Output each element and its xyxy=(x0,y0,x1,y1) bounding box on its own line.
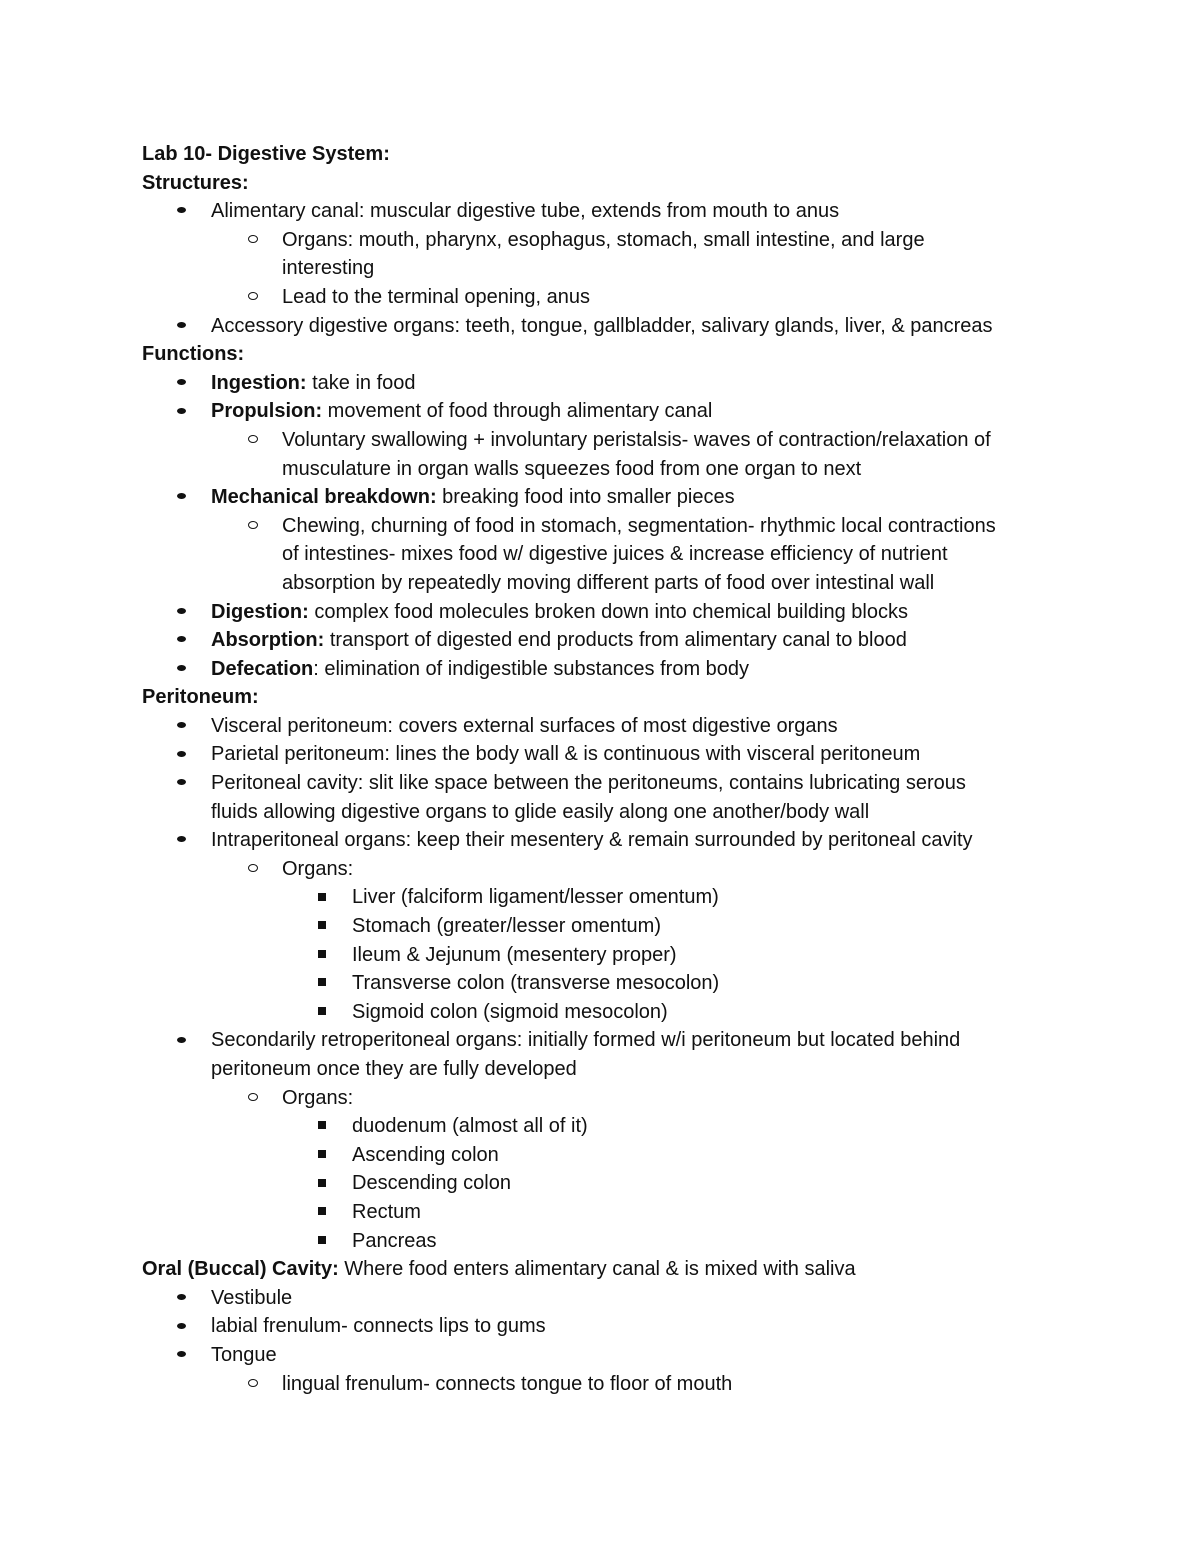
list-item xyxy=(142,1312,1142,1341)
list-item xyxy=(142,998,1142,1027)
item-text-continued: absorption by repeatedly moving different parts of food over intestinal wall xyxy=(282,571,935,594)
bullet-disc-icon xyxy=(171,1341,191,1370)
item-text: transport of digested end products from alimentary canal to blood xyxy=(324,629,907,652)
bullet-square-icon xyxy=(312,912,332,941)
item-text: Vestibule xyxy=(211,1286,293,1309)
item-text: Voluntary swallowing + involuntary peristalsis- waves of contraction/relaxation of xyxy=(282,428,991,451)
list-item xyxy=(142,712,1142,741)
bullet-square-icon xyxy=(312,1227,332,1256)
item-text: Sigmoid colon (sigmoid mesocolon) xyxy=(352,1000,668,1023)
item-text: Tongue xyxy=(211,1343,277,1366)
bullet-circle-icon xyxy=(243,1084,263,1113)
section-heading-structures: Structures: xyxy=(142,171,249,194)
bullet-disc-icon xyxy=(171,769,191,798)
list-item xyxy=(142,1370,1142,1399)
list-item xyxy=(142,283,1142,312)
item-text: : elimination of indigestible substances from body xyxy=(313,657,750,680)
list-item xyxy=(142,941,1142,970)
section-heading-functions: Functions: xyxy=(142,343,245,366)
oral-heading-term: Oral (Buccal) Cavity: xyxy=(142,1258,339,1281)
item-text: Descending colon xyxy=(352,1172,511,1195)
list-item xyxy=(142,483,1142,512)
bullet-square-icon xyxy=(312,941,332,970)
bullet-disc-icon xyxy=(171,1284,191,1313)
list-item xyxy=(142,912,1142,941)
document-page xyxy=(142,140,1142,1398)
bullet-disc-icon xyxy=(171,483,191,512)
item-text: Stomach (greater/lesser omentum) xyxy=(352,915,662,938)
term-mechanical-breakdown: Mechanical breakdown: xyxy=(211,486,437,509)
item-text: Secondarily retroperitoneal organs: initially formed w/i peritoneum but located behind xyxy=(211,1029,961,1052)
item-text: movement of food through alimentary canal xyxy=(322,400,713,423)
list-item xyxy=(142,826,1142,855)
oral-heading-text: Where food enters alimentary canal & is mixed with saliva xyxy=(338,1258,856,1281)
bullet-circle-icon xyxy=(243,426,263,455)
item-text: take in food xyxy=(306,371,416,394)
section-heading-peritoneum: Peritoneum: xyxy=(142,686,259,709)
list-item xyxy=(142,740,1142,769)
list-item xyxy=(142,226,1142,283)
list-item xyxy=(142,883,1142,912)
bullet-circle-icon xyxy=(243,855,263,884)
list-item xyxy=(142,426,1142,483)
item-text: duodenum (almost all of it) xyxy=(352,1115,588,1138)
list-item xyxy=(142,1026,1142,1083)
list-item xyxy=(142,1227,1142,1256)
item-text: Intraperitoneal organs: keep their mesentery & remain surrounded by peritoneal cavity xyxy=(211,829,973,852)
item-text-continued: musculature in organ walls squeezes food from one organ to next xyxy=(282,457,862,480)
bullet-square-icon xyxy=(312,1169,332,1198)
list-item xyxy=(142,1169,1142,1198)
list-item xyxy=(142,626,1142,655)
bullet-disc-icon xyxy=(171,598,191,627)
list-item xyxy=(142,1084,1142,1113)
bullet-disc-icon xyxy=(171,312,191,341)
item-text: Alimentary canal: muscular digestive tube, extends from mouth to anus xyxy=(211,200,840,223)
item-text: Ileum & Jejunum (mesentery proper) xyxy=(352,943,677,966)
item-text: Lead to the terminal opening, anus xyxy=(282,285,590,308)
list-item xyxy=(142,397,1142,426)
bullet-square-icon xyxy=(312,883,332,912)
bullet-disc-icon xyxy=(171,397,191,426)
item-text: Chewing, churning of food in stomach, segmentation- rhythmic local contractions xyxy=(282,514,996,537)
bullet-circle-icon xyxy=(243,226,263,255)
list-item xyxy=(142,197,1142,226)
list-item xyxy=(142,655,1142,684)
item-text: breaking food into smaller pieces xyxy=(436,486,735,509)
section-heading-oral-cavity xyxy=(142,1255,1142,1284)
item-text: lingual frenulum- connects tongue to floor of mouth xyxy=(282,1372,733,1395)
item-text: Ascending colon xyxy=(352,1143,499,1166)
bullet-disc-icon xyxy=(171,197,191,226)
list-item xyxy=(142,1284,1142,1313)
list-item xyxy=(142,312,1142,341)
bullet-circle-icon xyxy=(243,283,263,312)
list-item xyxy=(142,598,1142,627)
item-text: complex food molecules broken down into chemical building blocks xyxy=(308,600,908,623)
bullet-square-icon xyxy=(312,1112,332,1141)
item-text: Liver (falciform ligament/lesser omentum) xyxy=(352,886,719,909)
item-text: labial frenulum- connects lips to gums xyxy=(211,1315,546,1338)
item-text: Organs: xyxy=(282,857,354,880)
list-item xyxy=(142,369,1142,398)
item-text: Organs: mouth, pharynx, esophagus, stomach, small intestine, and large xyxy=(282,228,925,251)
item-text: Visceral peritoneum: covers external surfaces of most digestive organs xyxy=(211,714,838,737)
list-item xyxy=(142,855,1142,884)
list-item xyxy=(142,969,1142,998)
bullet-disc-icon xyxy=(171,655,191,684)
list-item xyxy=(142,1341,1142,1370)
bullet-disc-icon xyxy=(171,369,191,398)
item-text-continued: fluids allowing digestive organs to glide easily along one another/body wall xyxy=(211,800,870,823)
item-text: Rectum xyxy=(352,1200,421,1223)
item-text: Peritoneal cavity: slit like space between the peritoneums, contains lubricating serous xyxy=(211,772,966,795)
bullet-square-icon xyxy=(312,998,332,1027)
item-text: Accessory digestive organs: teeth, tongue, gallbladder, salivary glands, liver, & pancreas xyxy=(211,314,993,337)
item-text-continued: interesting xyxy=(282,257,375,280)
list-item xyxy=(142,769,1142,826)
term-digestion: Digestion: xyxy=(211,600,309,623)
term-ingestion: Ingestion: xyxy=(211,371,307,394)
bullet-disc-icon xyxy=(171,626,191,655)
bullet-disc-icon xyxy=(171,1026,191,1055)
bullet-disc-icon xyxy=(171,1312,191,1341)
item-text-continued: of intestines- mixes food w/ digestive juices & increase efficiency of nutrient xyxy=(282,543,948,566)
item-text: Organs: xyxy=(282,1086,354,1109)
document-title: Lab 10- Digestive System: xyxy=(142,143,390,165)
item-text-continued: peritoneum once they are fully developed xyxy=(211,1058,577,1080)
list-item xyxy=(142,1141,1142,1170)
bullet-disc-icon xyxy=(171,712,191,741)
item-text: Pancreas xyxy=(352,1229,437,1252)
term-absorption: Absorption: xyxy=(211,629,325,652)
term-defecation: Defecation xyxy=(211,657,314,680)
bullet-disc-icon xyxy=(171,826,191,855)
item-text: Parietal peritoneum: lines the body wall & is continuous with visceral peritoneum xyxy=(211,743,921,766)
bullet-circle-icon xyxy=(243,512,263,541)
term-propulsion: Propulsion: xyxy=(211,400,323,423)
item-text: Transverse colon (transverse mesocolon) xyxy=(352,972,720,995)
bullet-square-icon xyxy=(312,1198,332,1227)
bullet-square-icon xyxy=(312,969,332,998)
list-item xyxy=(142,1198,1142,1227)
bullet-disc-icon xyxy=(171,740,191,769)
list-item xyxy=(142,1112,1142,1141)
list-item xyxy=(142,512,1142,598)
bullet-circle-icon xyxy=(243,1370,263,1399)
bullet-square-icon xyxy=(312,1141,332,1170)
